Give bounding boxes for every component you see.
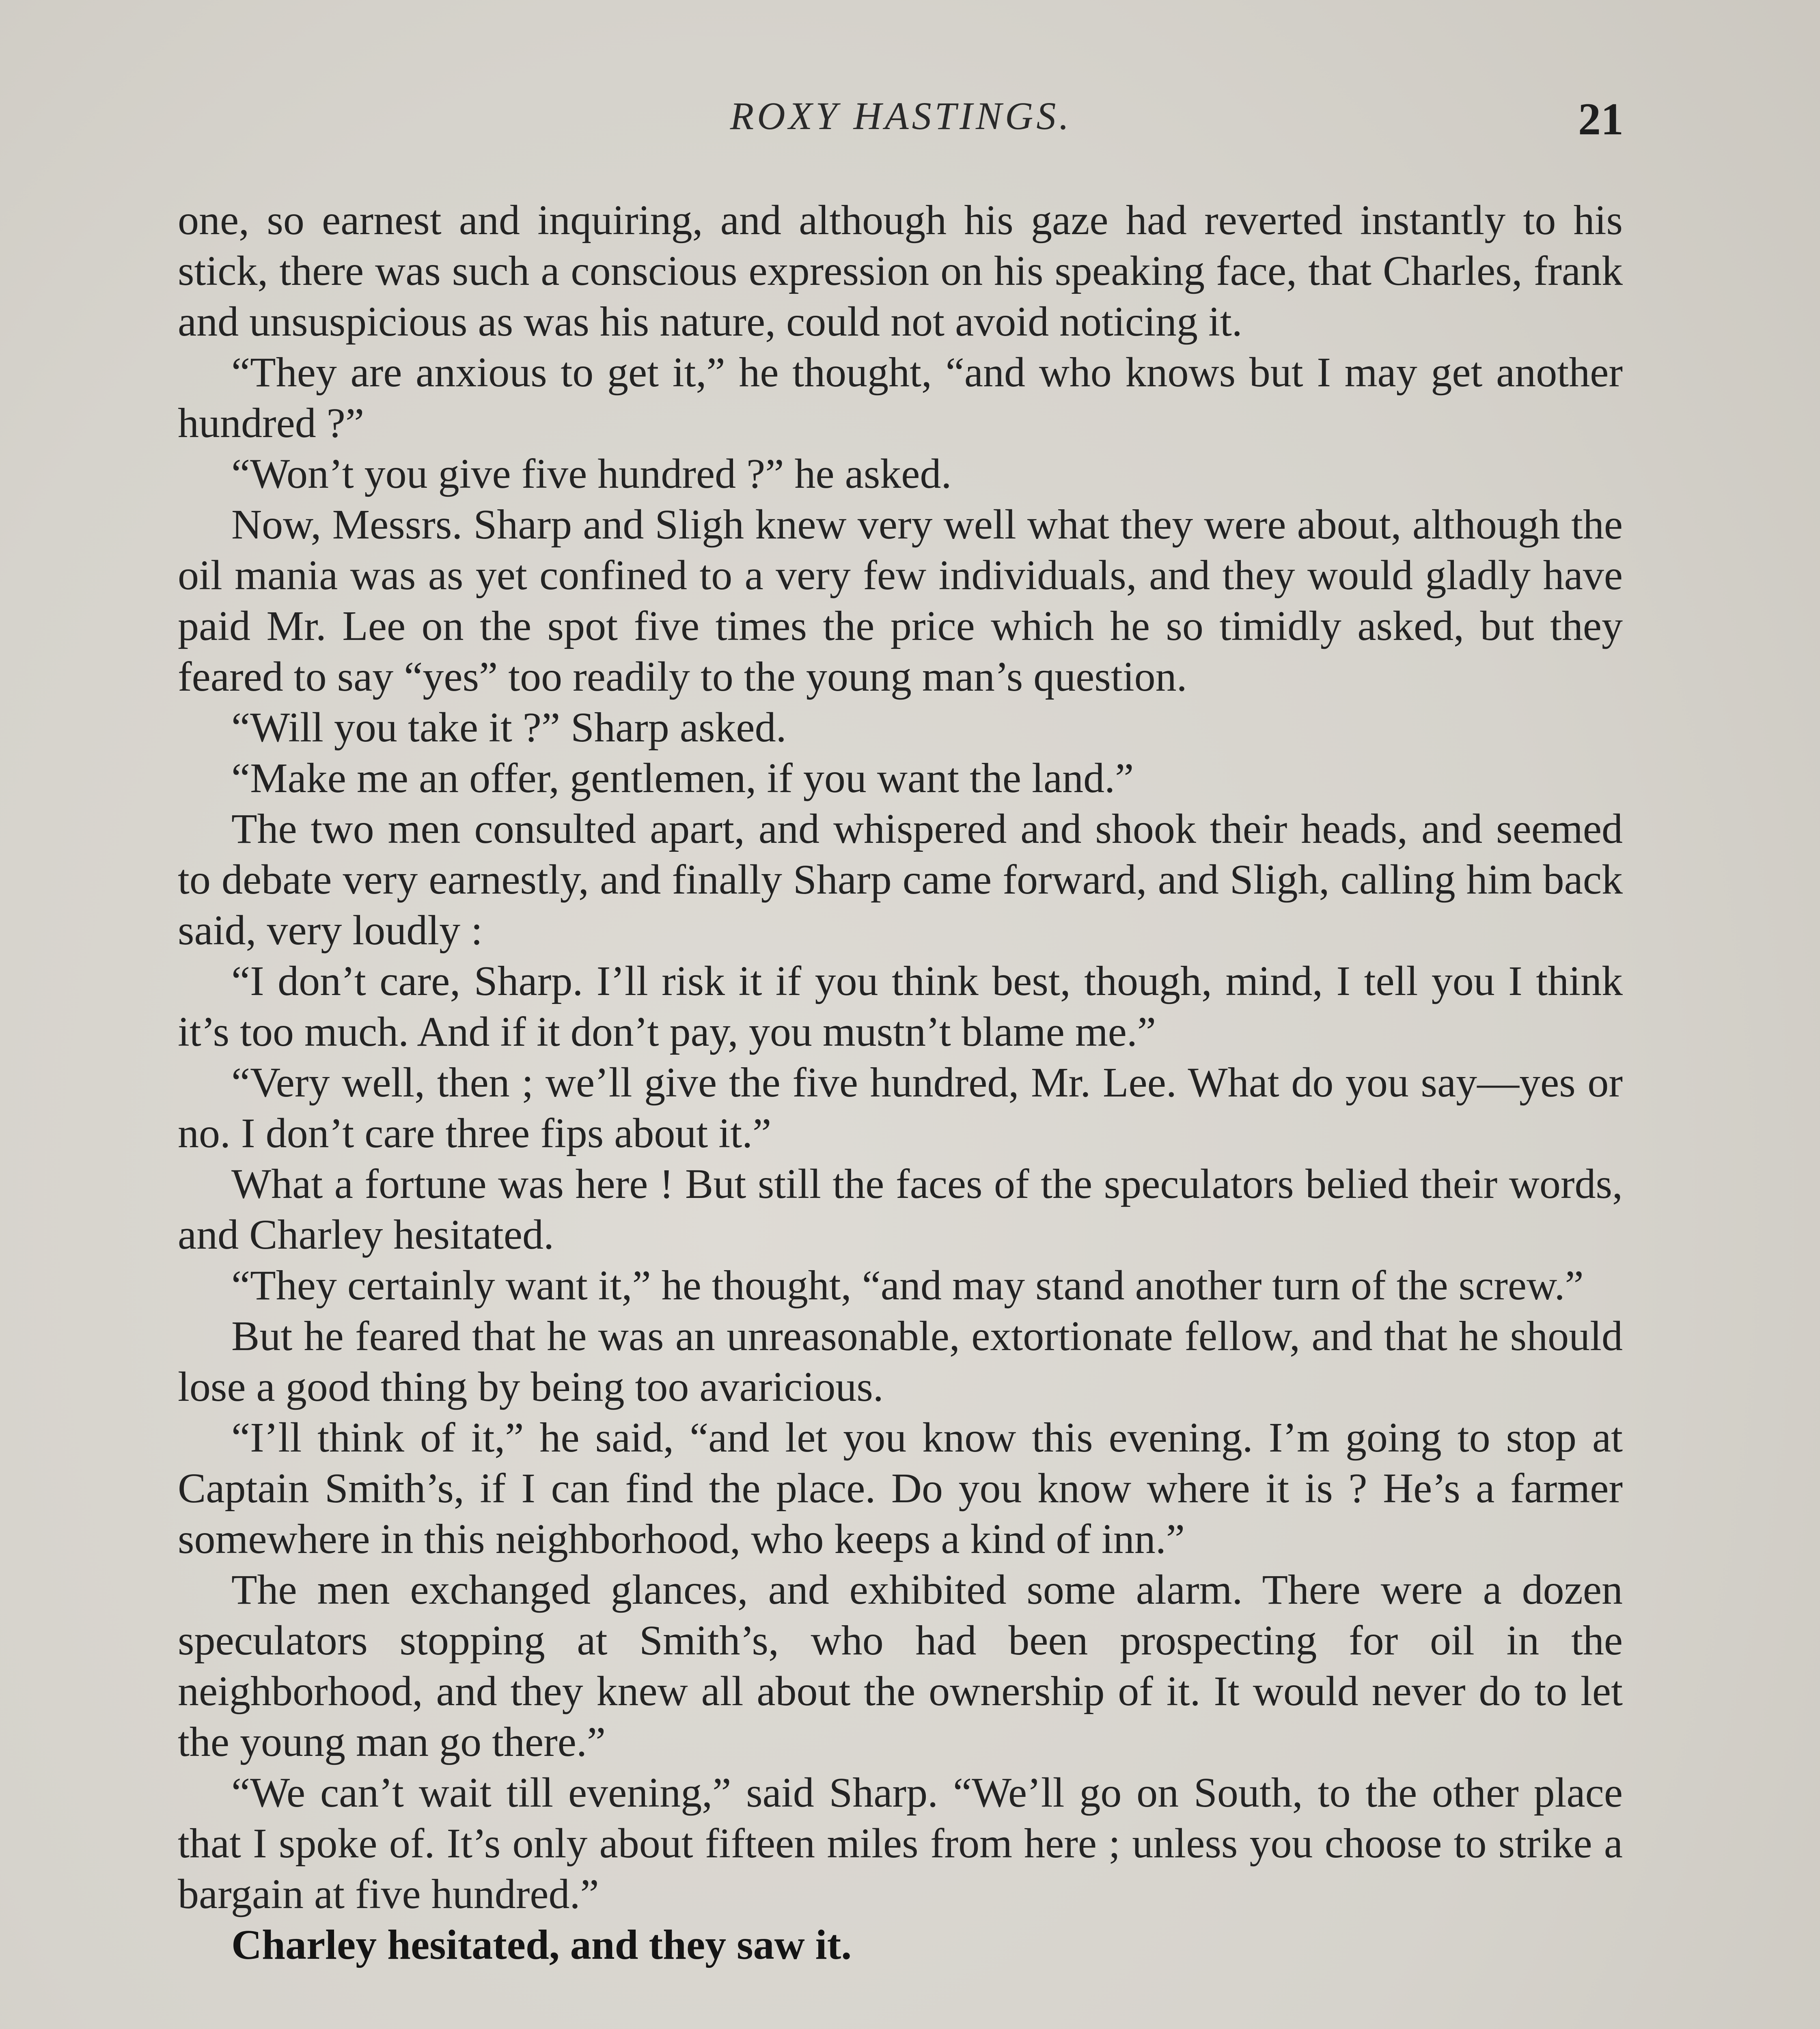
paragraph: “Very well, then ; we’ll give the five hundred, Mr. Lee. What do you say—yes or no. I don’t care three fips about it.”: [178, 1059, 1623, 1157]
paragraph: The two men consulted apart, and whispered and shook their heads, and seemed to debate very earnestly, and finally Sharp came forward, and Sligh, calling him back said, very loudly :: [178, 806, 1623, 954]
running-title: ROXY HASTINGS.: [730, 94, 1072, 138]
page-number: 21: [1578, 94, 1624, 144]
paragraph: “Make me an offer, gentlemen, if you want the land.”: [231, 755, 1134, 801]
paragraph: “We can’t wait till evening,” said Sharp. “We’ll go on South, to the other place that I spoke of. It’s only about fifteen miles from here ; unless you choose to strike a bargain at five hundred.”: [178, 1769, 1623, 1917]
running-head: [179, 93, 1624, 154]
paragraph: The men exchanged glances, and exhibited some alarm. There were a dozen speculators stopping at Smith’s, who had been prospecting for oil in the neighborhood, and they knew all about the ownership of it. It would never do to let the young man go there.”: [178, 1566, 1623, 1765]
paragraph: “I don’t care, Sharp. I’ll risk it if you think best, though, mind, I tell you I think it’s too much. And if it don’t pay, you mustn’t blame me.”: [178, 958, 1623, 1055]
paragraph: But he feared that he was an unreasonable, extortionate fellow, and that he should lose a good thing by being too avaricious.: [178, 1313, 1623, 1410]
body-text: [178, 195, 1623, 1970]
paragraph: Now, Messrs. Sharp and Sligh knew very well what they were about, although the oil mania was as yet confined to a very few individuals, and they would gladly have paid Mr. Lee on the spot five times the price which he so timidly asked, but they feared to say “yes” too readily to the young man’s question.: [178, 501, 1623, 700]
paragraph: What a fortune was here ! But still the faces of the speculators belied their words, and Charley hesitated.: [178, 1161, 1623, 1258]
paragraph: one, so earnest and inquiring, and although his gaze had reverted instantly to his stick, there was such a conscious expression on his speaking face, that Charles, frank and unsuspicious as was his nature, could not avoid noticing it.: [178, 197, 1623, 345]
paragraph: “They are anxious to get it,” he thought, “and who knows but I may get another hundred ?”: [178, 349, 1623, 446]
paragraph: “They certainly want it,” he thought, “and may stand another turn of the screw.”: [231, 1262, 1584, 1309]
paragraph: “Will you take it ?” Sharp asked.: [231, 704, 787, 751]
paragraph: Charley hesitated, and they saw it.: [231, 1921, 852, 1968]
paragraph: “I’ll think of it,” he said, “and let you know this evening. I’m going to stop at Captain Smith’s, if I can find the place. Do you know where it is ? He’s a farmer somewhere in this neighborhood, who keeps a kind of inn.”: [178, 1414, 1623, 1562]
paragraph: “Won’t you give five hundred ?” he asked.: [231, 450, 952, 497]
